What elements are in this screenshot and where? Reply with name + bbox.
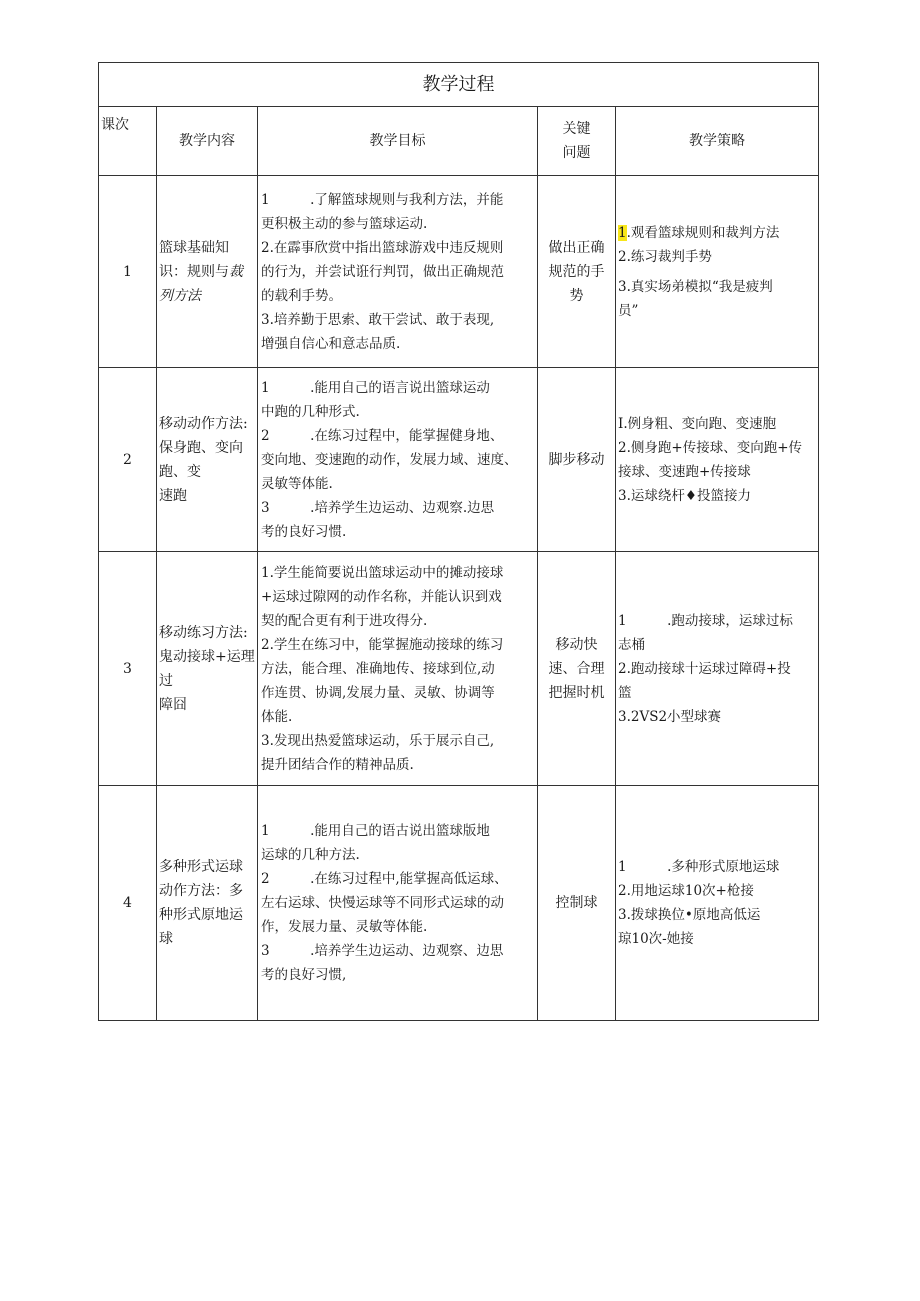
strategy-line: I.例身粗、变向跑、变速胞 [618, 415, 777, 432]
teaching-process-table [98, 62, 819, 1021]
content-line: 列方法 [159, 287, 201, 304]
goal-line: 契的配合更有利于进攻得分. [261, 612, 428, 629]
key-question [538, 552, 616, 786]
strategy-line: 1 .跑动接球，运球过标 [618, 612, 793, 629]
key-line: 速、合理 [548, 660, 605, 677]
header-strategy: 教学策略 [616, 107, 819, 176]
goal-line: 考的良好习惯. [261, 523, 347, 540]
header-key-question [538, 107, 616, 176]
content-line: 过 [159, 672, 173, 689]
table-row [99, 786, 819, 1021]
goal-line: 2.在霹事欣赏中指出篮球游戏中违反规则 [261, 239, 504, 256]
lesson-number: 3 [99, 552, 157, 786]
goal-line: 运球的几种方法. [261, 847, 360, 863]
strategy-line: 篮 [618, 684, 632, 701]
content-line: 鬼动接球+运理 [159, 648, 255, 665]
lesson-number: 2 [99, 368, 157, 552]
content-line: 移动练习方法: [159, 624, 248, 641]
header-content: 教学内容 [157, 107, 258, 176]
strategy-line: 3.拨球换位•原地高低运 [618, 907, 761, 923]
lesson-goals [258, 176, 538, 368]
goal-line: 3.发现出热爱篮球运动，乐于展示自己, [261, 732, 495, 749]
teaching-strategy [616, 176, 819, 368]
content-line: 种形式原地运 [159, 907, 243, 923]
goal-line: 考的良好习惯, [261, 967, 347, 983]
content-line: 多种形式运球 [159, 859, 243, 875]
lesson-content [157, 786, 258, 1021]
table-row [99, 176, 819, 368]
content-line: 动作方法：多 [159, 883, 243, 899]
lesson-number: 1 [99, 176, 157, 368]
lesson-content [157, 368, 258, 552]
goal-line: 方法，能合理、准确地传、接球到位,动 [261, 660, 495, 677]
key-line: 势 [569, 287, 584, 304]
key-line: 控制球 [555, 895, 598, 911]
goal-line: 增强自信心和意志品质. [261, 335, 401, 352]
strategy-line: 琼10次-她接 [618, 931, 694, 947]
goal-line: 3.培养勤于思索、敢干尝试、敢于表现, [261, 311, 495, 328]
content-line: 跑、变 [159, 463, 201, 480]
content-line: 保身跑、变向 [159, 439, 243, 456]
strategy-line: 1 .多种形式原地运球 [618, 859, 780, 875]
goal-line: 作连贯、协调,发展力量、灵敏、协调等 [261, 684, 495, 701]
strategy-line: 3.真实场弟模拟“我是疲判 [618, 278, 773, 295]
teaching-strategy [616, 368, 819, 552]
key-line: 把握时机 [548, 684, 605, 701]
goal-line: 2.学生在练习中，能掌握施动接球的练习 [261, 636, 504, 653]
goal-line: 的行为，并尝试诳行判罚，做出正确规范 [261, 263, 504, 280]
goal-line: 左右运球、快慢运球等不同形式运球的动 [261, 895, 504, 911]
content-line: 球 [159, 931, 173, 947]
strategy-line: 3.运球绕杆♦投篮接力 [618, 487, 751, 504]
content-fragment: 裁 [229, 263, 243, 280]
content-line: 障囧 [159, 696, 187, 713]
key-question [538, 368, 616, 552]
table-row [99, 552, 819, 786]
goal-line: 体能. [261, 708, 293, 725]
highlight-marker: 1 [618, 224, 627, 241]
strategy-line: 2.跑动接球十运球过障碍+投 [618, 660, 791, 677]
table-row [99, 368, 819, 552]
goal-line: +运球过隙网的动作名称，并能认识到戏 [261, 588, 502, 605]
strategy-line: 志桶 [618, 636, 645, 653]
goal-line: 的载利手势。 [261, 287, 342, 304]
lesson-goals [258, 552, 538, 786]
lesson-number: 4 [99, 786, 157, 1021]
teaching-strategy [616, 786, 819, 1021]
lesson-content [157, 552, 258, 786]
header-row [99, 107, 819, 176]
table-title: 教学过程 [99, 63, 819, 107]
goal-line: 更积极主动的参与篮球运动. [261, 215, 428, 232]
goal-line: 作，发展力量、灵敏等体能. [261, 919, 428, 935]
goal-line: 1.学生能简要说出篮球运动中的摊动接球 [261, 564, 504, 581]
strategy-line: 员” [618, 302, 639, 319]
content-line: 速跑 [159, 487, 187, 504]
header-goals: 教学目标 [258, 107, 538, 176]
goal-line: 1 .了解篮球规则与我利方法，并能 [261, 191, 504, 208]
goal-line: 提升团结合作的精神品质. [261, 756, 414, 773]
goal-line: 2 .在练习过程中，能掌握健身地、 [261, 427, 504, 444]
key-question [538, 786, 616, 1021]
key-line: 做出正确 [548, 239, 605, 256]
goal-line: 3 .培养学生边运动、边观察、边思 [261, 943, 504, 959]
strategy-line: 3.2VS2小型球赛 [618, 708, 722, 725]
content-line [159, 260, 255, 284]
header-key-line1: 关键 [562, 121, 591, 137]
strategy-line [618, 221, 816, 245]
lesson-goals [258, 786, 538, 1021]
key-line: 脚步移动 [548, 451, 605, 468]
strategy-line: 2.侧身跑+传接球、变向跑+传 [618, 439, 803, 456]
content-line: 篮球基础知 [159, 239, 229, 256]
content-fragment: 识：规则与 [159, 263, 229, 280]
key-line: 移动快 [555, 636, 598, 653]
key-line: 规范的手 [548, 263, 605, 280]
key-question [538, 176, 616, 368]
goal-line: 变向地、变速跑的动作，发展力域、速度、 [261, 451, 518, 468]
goal-line: 3 .培养学生边运动、边观察.边思 [261, 499, 495, 516]
strategy-line: 2.练习裁判手势 [618, 248, 712, 265]
goal-line: 1 .能用自己的语言说出篮球运动 [261, 379, 490, 396]
goal-line: 灵敏等体能. [261, 475, 333, 492]
lesson-goals [258, 368, 538, 552]
goal-line: 2 .在练习过程中,能掌握高低运球、 [261, 871, 508, 887]
goal-line: 中跑的几种形式. [261, 403, 360, 420]
goal-line: 1 .能用自己的语古说出篮球版地 [261, 823, 490, 839]
lesson-content [157, 176, 258, 368]
strategy-line: 接球、变速跑+传接球 [618, 463, 751, 480]
header-lesson-no: 课次 [99, 107, 157, 176]
header-key-line2: 问题 [562, 145, 591, 161]
content-line: 移动动作方法: [159, 415, 248, 432]
teaching-strategy [616, 552, 819, 786]
strategy-line: 2.用地运球10次+枪接 [618, 883, 754, 899]
strategy-fragment: .观看篮球规则和裁判方法 [626, 224, 780, 241]
